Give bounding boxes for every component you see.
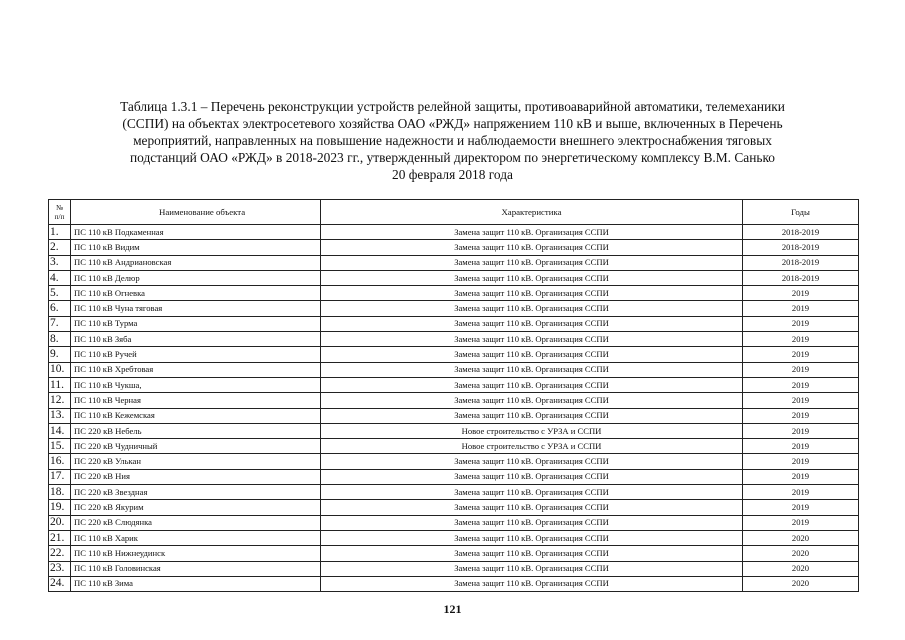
table-body <box>49 225 859 592</box>
header-number-line1: № <box>55 203 64 212</box>
table-row <box>49 576 859 591</box>
row-years: 2019 <box>743 485 859 500</box>
row-description: Замена защит 110 кВ. Организация ССПИ <box>321 347 743 362</box>
row-object-name: ПС 110 кВ Чукша, <box>71 377 321 392</box>
row-object-name: ПС 220 кВ Звездная <box>71 485 321 500</box>
table-row <box>49 270 859 285</box>
row-number: 7. <box>49 316 71 331</box>
table-row <box>49 347 859 362</box>
table-row <box>49 408 859 423</box>
row-description: Новое строительство с УРЗА и ССПИ <box>321 439 743 454</box>
header-name: Наименование объекта <box>71 200 321 225</box>
row-years: 2019 <box>743 515 859 530</box>
row-number: 10. <box>49 362 71 377</box>
caption-line: 20 февраля 2018 года <box>392 167 513 182</box>
row-object-name: ПС 110 кВ Нижнеудинск <box>71 546 321 561</box>
row-object-name: ПС 110 кВ Огневка <box>71 286 321 301</box>
reconstruction-table <box>48 199 859 592</box>
row-years: 2019 <box>743 439 859 454</box>
table-row <box>49 393 859 408</box>
row-description: Замена защит 110 кВ. Организация ССПИ <box>321 454 743 469</box>
row-description: Замена защит 110 кВ. Организация ССПИ <box>321 240 743 255</box>
table-row <box>49 530 859 545</box>
row-description: Замена защит 110 кВ. Организация ССПИ <box>321 316 743 331</box>
table-row <box>49 240 859 255</box>
row-description: Замена защит 110 кВ. Организация ССПИ <box>321 546 743 561</box>
row-object-name: ПС 110 кВ Зима <box>71 576 321 591</box>
row-object-name: ПС 110 кВ Кежемская <box>71 408 321 423</box>
row-number: 24. <box>49 576 71 591</box>
row-years: 2018-2019 <box>743 240 859 255</box>
row-years: 2020 <box>743 576 859 591</box>
row-description: Замена защит 110 кВ. Организация ССПИ <box>321 362 743 377</box>
caption-line: Таблица 1.3.1 – Перечень реконструкции устройств релейной защиты, противоаварийной автоматики, телемеханики <box>120 99 785 114</box>
row-years: 2019 <box>743 286 859 301</box>
row-object-name: ПС 220 кВ Небель <box>71 423 321 438</box>
row-description: Замена защит 110 кВ. Организация ССПИ <box>321 500 743 515</box>
table-row <box>49 454 859 469</box>
row-years: 2019 <box>743 301 859 316</box>
row-object-name: ПС 220 кВ Улькан <box>71 454 321 469</box>
table-row <box>49 469 859 484</box>
row-number: 3. <box>49 255 71 270</box>
table-row <box>49 515 859 530</box>
row-object-name: ПС 110 кВ Хребтовая <box>71 362 321 377</box>
row-description: Замена защит 110 кВ. Организация ССПИ <box>321 286 743 301</box>
row-description: Замена защит 110 кВ. Организация ССПИ <box>321 332 743 347</box>
row-object-name: ПС 220 кВ Слюдянка <box>71 515 321 530</box>
row-years: 2019 <box>743 500 859 515</box>
row-number: 12. <box>49 393 71 408</box>
row-years: 2020 <box>743 561 859 576</box>
row-object-name: ПС 110 кВ Чуна тяговая <box>71 301 321 316</box>
row-number: 2. <box>49 240 71 255</box>
row-number: 17. <box>49 469 71 484</box>
table-row <box>49 561 859 576</box>
table-row <box>49 377 859 392</box>
row-years: 2019 <box>743 423 859 438</box>
row-description: Замена защит 110 кВ. Организация ССПИ <box>321 270 743 285</box>
table-row <box>49 423 859 438</box>
row-number: 19. <box>49 500 71 515</box>
row-number: 16. <box>49 454 71 469</box>
row-object-name: ПС 110 кВ Харик <box>71 530 321 545</box>
caption-line: (ССПИ) на объектах электросетевого хозяйства ОАО «РЖД» напряжением 110 кВ и выше, включенных в Перечень <box>122 116 783 131</box>
table-row <box>49 439 859 454</box>
row-object-name: ПС 110 кВ Черная <box>71 393 321 408</box>
row-years: 2019 <box>743 362 859 377</box>
row-years: 2019 <box>743 454 859 469</box>
row-years: 2019 <box>743 332 859 347</box>
table-row <box>49 500 859 515</box>
row-years: 2018-2019 <box>743 270 859 285</box>
row-description: Новое строительство с УРЗА и ССПИ <box>321 423 743 438</box>
table-row <box>49 286 859 301</box>
header-number-line2: п/п <box>54 212 65 221</box>
table-row <box>49 362 859 377</box>
row-years: 2019 <box>743 316 859 331</box>
header-years: Годы <box>743 200 859 225</box>
row-description: Замена защит 110 кВ. Организация ССПИ <box>321 393 743 408</box>
row-description: Замена защит 110 кВ. Организация ССПИ <box>321 408 743 423</box>
row-years: 2018-2019 <box>743 225 859 240</box>
row-object-name: ПС 110 кВ Видим <box>71 240 321 255</box>
row-object-name: ПС 220 кВ Чудничный <box>71 439 321 454</box>
table-header-row <box>49 200 859 225</box>
row-object-name: ПС 220 кВ Якурим <box>71 500 321 515</box>
row-years: 2019 <box>743 408 859 423</box>
row-number: 11. <box>49 377 71 392</box>
row-years: 2019 <box>743 347 859 362</box>
row-description: Замена защит 110 кВ. Организация ССПИ <box>321 301 743 316</box>
table-row <box>49 485 859 500</box>
table-caption <box>40 98 865 183</box>
row-description: Замена защит 110 кВ. Организация ССПИ <box>321 515 743 530</box>
row-description: Замена защит 110 кВ. Организация ССПИ <box>321 576 743 591</box>
page-number: 121 <box>443 602 462 616</box>
row-description: Замена защит 110 кВ. Организация ССПИ <box>321 485 743 500</box>
row-number: 21. <box>49 530 71 545</box>
row-years: 2020 <box>743 530 859 545</box>
row-object-name: ПС 110 кВ Делюр <box>71 270 321 285</box>
row-number: 13. <box>49 408 71 423</box>
table-row <box>49 332 859 347</box>
row-years: 2019 <box>743 469 859 484</box>
row-number: 1. <box>49 225 71 240</box>
header-number <box>49 200 71 225</box>
caption-line: подстанций ОАО «РЖД» в 2018-2023 гг., утвержденный директором по энергетическому комплексу В.М. Санько <box>129 150 776 165</box>
row-number: 5. <box>49 286 71 301</box>
row-description: Замена защит 110 кВ. Организация ССПИ <box>321 561 743 576</box>
row-description: Замена защит 110 кВ. Организация ССПИ <box>321 255 743 270</box>
table-row <box>49 225 859 240</box>
table-row <box>49 301 859 316</box>
row-years: 2018-2019 <box>743 255 859 270</box>
caption-line: мероприятий, направленных на повышение надежности и наблюдаемости внешнего электроснабжения тяговых <box>133 133 772 148</box>
row-object-name: ПС 110 кВ Ручей <box>71 347 321 362</box>
row-years: 2019 <box>743 393 859 408</box>
row-description: Замена защит 110 кВ. Организация ССПИ <box>321 225 743 240</box>
row-number: 15. <box>49 439 71 454</box>
row-object-name: ПС 110 кВ Зяба <box>71 332 321 347</box>
row-number: 18. <box>49 485 71 500</box>
row-object-name: ПС 110 кВ Подкаменная <box>71 225 321 240</box>
table-row <box>49 316 859 331</box>
row-object-name: ПС 110 кВ Андриановская <box>71 255 321 270</box>
header-description: Характеристика <box>321 200 743 225</box>
row-years: 2020 <box>743 546 859 561</box>
row-object-name: ПС 110 кВ Головинская <box>71 561 321 576</box>
row-years: 2019 <box>743 377 859 392</box>
row-description: Замена защит 110 кВ. Организация ССПИ <box>321 469 743 484</box>
row-number: 9. <box>49 347 71 362</box>
row-number: 14. <box>49 423 71 438</box>
row-number: 6. <box>49 301 71 316</box>
row-object-name: ПС 220 кВ Ния <box>71 469 321 484</box>
table-row <box>49 546 859 561</box>
row-number: 8. <box>49 332 71 347</box>
row-number: 23. <box>49 561 71 576</box>
row-description: Замена защит 110 кВ. Организация ССПИ <box>321 377 743 392</box>
row-number: 20. <box>49 515 71 530</box>
row-number: 4. <box>49 270 71 285</box>
table-row <box>49 255 859 270</box>
row-description: Замена защит 110 кВ. Организация ССПИ <box>321 530 743 545</box>
row-number: 22. <box>49 546 71 561</box>
row-object-name: ПС 110 кВ Турма <box>71 316 321 331</box>
